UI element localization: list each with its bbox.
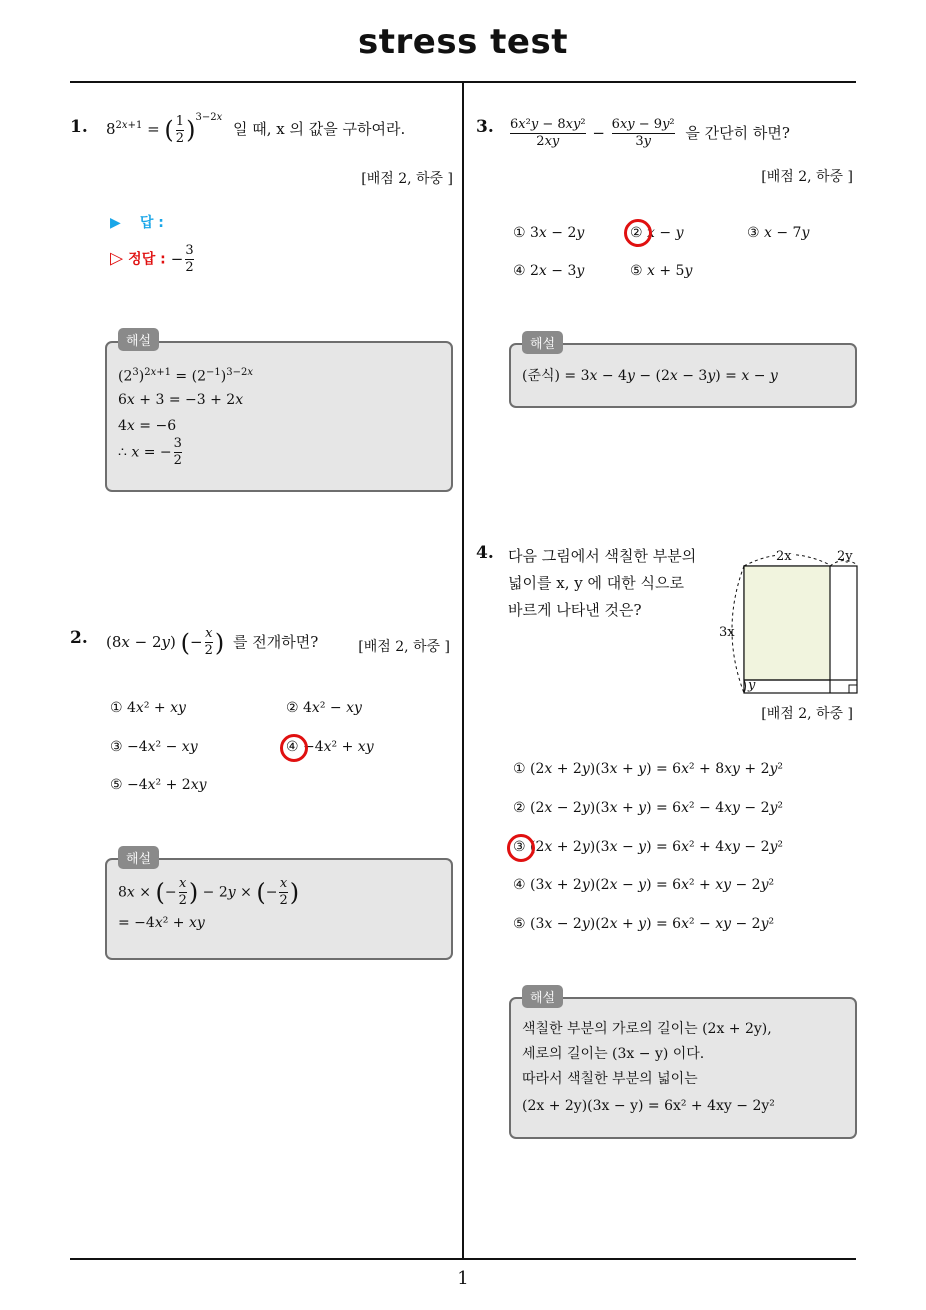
page-number: 1: [457, 1268, 469, 1289]
q2-option-2[interactable]: ② 4x² − xy: [286, 700, 362, 716]
column-divider: [462, 82, 464, 1260]
label-2y: 2y: [837, 549, 853, 564]
q2-solution-box: [105, 858, 453, 960]
q2-option-3[interactable]: ③ −4x² − xy: [110, 739, 198, 755]
label-y: y: [748, 678, 756, 693]
page-title: stress test: [358, 22, 568, 62]
q4-question-line: 다음 그림에서 색칠한 부분의: [508, 547, 697, 565]
q4-figure: [716, 548, 862, 698]
q1-correct-label: 정답 :: [128, 251, 166, 268]
q4-solution-line: 세로의 길이는 (3x − y) 이다.: [522, 1046, 705, 1062]
footer-rule: [70, 1258, 856, 1260]
q3-option-4[interactable]: ④ 2x − 3y: [513, 263, 585, 279]
q1-number: 1.: [70, 117, 88, 137]
q4-question-line: 넓이를 x, y 에 대한 식으로: [508, 574, 684, 592]
q3-option-3[interactable]: ③ x − 7y: [747, 225, 810, 241]
q1-correct-row: [110, 243, 196, 276]
q4-question-line: 바르게 나타낸 것은?: [508, 601, 642, 619]
q1-equation: $8^{2x+1}$ = ( $\frac{1}{2}$ )$^{3-2x}$: [106, 112, 223, 146]
q3-option-1[interactable]: ① 3x − 2y: [513, 225, 585, 241]
shaded-region: [744, 566, 830, 680]
q1-solution-line: 4x = −6: [118, 418, 177, 434]
q1-question-text: 일 때, x 의 값을 구하여라.: [232, 120, 406, 138]
q2-question-text: 를 전개하면?: [233, 632, 319, 651]
q4-solution-line: 따라서 색칠한 부분의 넓이는: [522, 1071, 698, 1087]
q4-solution-tag: 해설: [522, 985, 563, 1008]
rectangle-diagram: [716, 548, 862, 698]
q1-correct-value-render: − $\frac{3}{2}$: [170, 243, 194, 275]
q4-question: [508, 543, 696, 624]
label-3x: 3x: [719, 625, 735, 640]
q1-question: [106, 112, 405, 147]
q4-option-4[interactable]: ④ (3x + 2y)(2x − y) = 6x² + xy − 2y²: [513, 877, 775, 893]
q3-expression: $\frac{\text{6x²y − 8xy²}}{2xy}$ − $\frac{\text{6xy − 9y²}}{3y}$: [510, 117, 675, 149]
q3-meta: [배점 2, 하중 ]: [761, 169, 853, 185]
q2-meta: [배점 2, 하중 ]: [358, 639, 450, 655]
q2-solution-line: = −4x² + xy: [118, 915, 205, 931]
play-icon: ▶: [110, 215, 121, 231]
q4-selected-mark: [507, 834, 535, 862]
q1-solution-tag: 해설: [118, 328, 159, 351]
q2-solution-line: 8x × (− $\frac{x}{2}$ ) − 2y × (− $\frac{x}{2}$ ): [118, 876, 300, 908]
q3-question-text: 을 간단히 하면?: [685, 123, 790, 142]
q2-option-4[interactable]: ④ −4x² + xy: [286, 739, 374, 755]
q3-solution-line: (준식) = 3x − 4y − (2x − 3y) = x − y: [522, 368, 778, 384]
q3-question: [508, 117, 790, 150]
q4-option-5[interactable]: ⑤ (3x − 2y)(2x + y) = 6x² − xy − 2y²: [513, 916, 775, 932]
q3-option-5[interactable]: ⑤ x + 5y: [630, 263, 693, 279]
q3-solution-tag: 해설: [522, 331, 563, 354]
label-2x: 2x: [776, 549, 792, 564]
q4-solution-line: 색칠한 부분의 가로의 길이는 (2x + 2y),: [522, 1021, 772, 1037]
q1-meta: [배점 2, 하중 ]: [361, 171, 453, 187]
q4-meta: [배점 2, 하중 ]: [761, 706, 853, 722]
q3-selected-mark: [624, 219, 652, 247]
q1-answer-row: [110, 212, 164, 232]
q2-expression: (8x − 2y) (− $\frac{x}{2}$ ): [106, 626, 225, 658]
q4-solution-line: (2x + 2y)(3x − y) = 6x² + 4xy − 2y²: [522, 1098, 775, 1114]
q2-option-5[interactable]: ⑤ −4x² + 2xy: [110, 777, 207, 793]
q4-number: 4.: [476, 543, 494, 563]
triangle-outline-icon: ▷: [110, 248, 124, 269]
q2-selected-mark: [280, 734, 308, 762]
q4-option-1[interactable]: ① (2x + 2y)(3x + y) = 6x² + 8xy + 2y²: [513, 761, 784, 777]
q1-solution-line: $(2^3)^{2x+1} = (2^{-1})^{3-2x}$: [118, 367, 253, 385]
q2-number: 2.: [70, 628, 88, 648]
q2-question: [106, 626, 318, 659]
q1-solution-line: ∴ x = − $\frac{3}{2}$: [118, 436, 182, 468]
q1-answer-label: 답 :: [139, 215, 164, 231]
q2-solution-tag: 해설: [118, 846, 159, 869]
q2-option-1[interactable]: ① 4x² + xy: [110, 700, 186, 716]
q4-option-3[interactable]: ③ (2x + 2y)(3x − y) = 6x² + 4xy − 2y²: [513, 839, 784, 855]
q4-option-2[interactable]: ② (2x − 2y)(3x + y) = 6x² − 4xy − 2y²: [513, 800, 784, 816]
q1-solution-line: 6x + 3 = −3 + 2x: [118, 392, 244, 408]
q3-number: 3.: [476, 117, 494, 137]
q3-option-2[interactable]: ② x − y: [630, 225, 684, 241]
